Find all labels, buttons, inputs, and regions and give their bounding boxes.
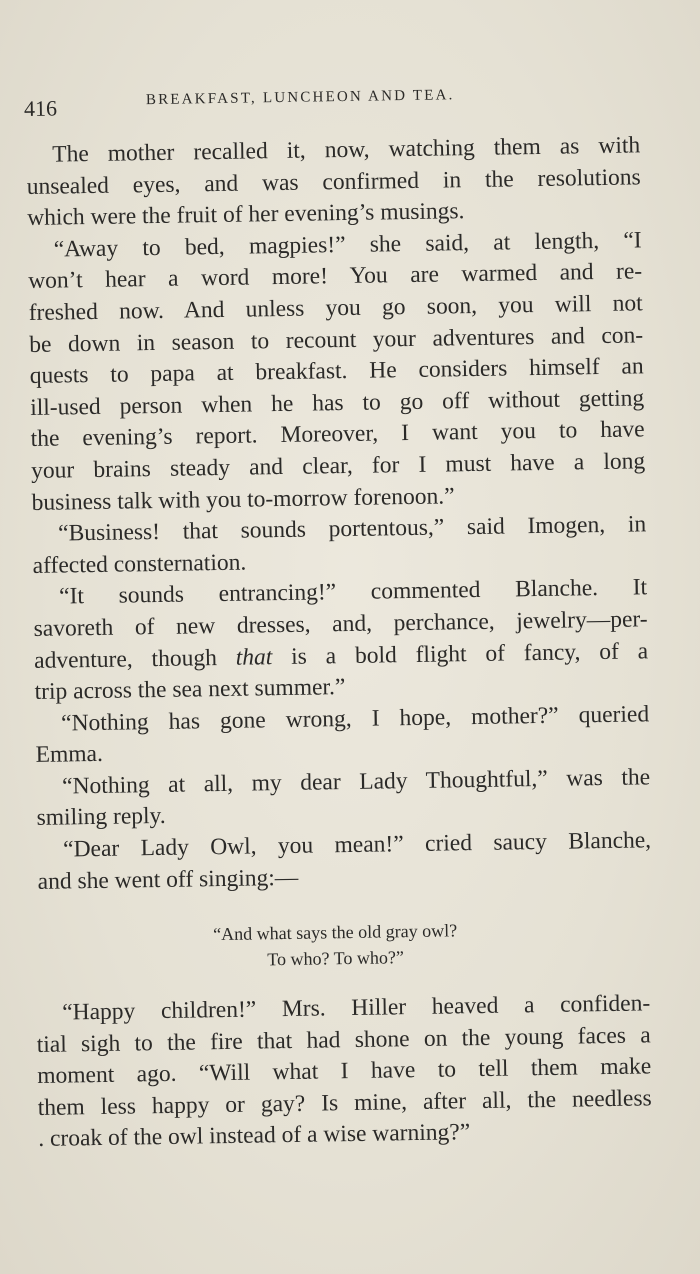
- text-line: freshed now. And unless you go soon, you will not: [28, 290, 643, 326]
- text-segment: is a bold flight of fancy, of a: [272, 637, 649, 670]
- verse-line: “And what says the old gray owl?: [213, 920, 458, 945]
- text-line: tial sigh to the fire that had shone on the young faces a: [36, 1021, 651, 1058]
- text-line: savoreth of new dresses, and, perchance, jewelry—per-: [33, 606, 648, 642]
- text-line: Emma.: [35, 741, 104, 769]
- text-line: unsealed eyes, and was confirmed in the resolutions: [26, 163, 641, 200]
- page-header: [24, 78, 664, 124]
- text-line: “Nothing at all, my dear Lady Thoughtful,” was the: [61, 764, 651, 800]
- text-line: The mother recalled it, now, watching them as with: [52, 132, 641, 168]
- text-line: the evening’s report. Moreover, I want you to have: [30, 416, 645, 453]
- text-line: and she went off singing:—: [37, 864, 299, 895]
- text-line: “Nothing has gone wrong, I hope, mother?” queried: [60, 700, 650, 737]
- text-line: your brains steady and clear, for I must have a long: [30, 448, 646, 484]
- text-line: “It sounds entrancing!” commented Blanche. It: [58, 574, 648, 610]
- text-line: . croak of the owl instead of a wise warning?”: [38, 1119, 471, 1153]
- running-head: BREAKFAST, LUNCHEON AND TEA.: [145, 87, 455, 109]
- text-line: trip across the sea next summer.”: [34, 674, 346, 706]
- text-line: affected consternation.: [32, 549, 247, 579]
- text-line: business talk with you to-morrow forenoon.”: [31, 482, 455, 516]
- text-line: “Happy children!” Mrs. Hiller heaved a confiden-: [62, 990, 651, 1026]
- text-line: won’t hear a word more! You are warmed and re-: [28, 258, 643, 295]
- text-segment: adventure, though: [33, 644, 236, 674]
- text-line: quests to papa at breakfast. He considers himself an: [29, 353, 644, 390]
- text-line: smiling reply.: [36, 803, 166, 832]
- text-line: ill-used person when he has to go off without getting: [30, 385, 645, 421]
- closing-paragraph: [36, 988, 652, 1156]
- text-line: them less happy or gay? Is mine, after all, the needless: [37, 1085, 652, 1121]
- text-line: “Away to bed, magpies!” she said, at length, “I: [53, 227, 642, 263]
- verse-line: To who? To who?”: [267, 947, 405, 970]
- body-text: [26, 130, 652, 898]
- text-line: moment ago. “Will what I have to tell them make: [37, 1053, 652, 1090]
- verse-quote: [160, 917, 511, 974]
- text-line: be down in season to recount your adventures and con-: [29, 321, 644, 358]
- text-line: “Business! that sounds portentous,” said Imogen, in: [57, 511, 647, 547]
- emphasized-word: that: [235, 643, 273, 671]
- text-line: which were the fruit of her evening’s musings.: [27, 198, 465, 232]
- text-line: “Dear Lady Owl, you mean!” cried saucy Blanche,: [62, 827, 652, 863]
- page-number: 416: [23, 95, 58, 121]
